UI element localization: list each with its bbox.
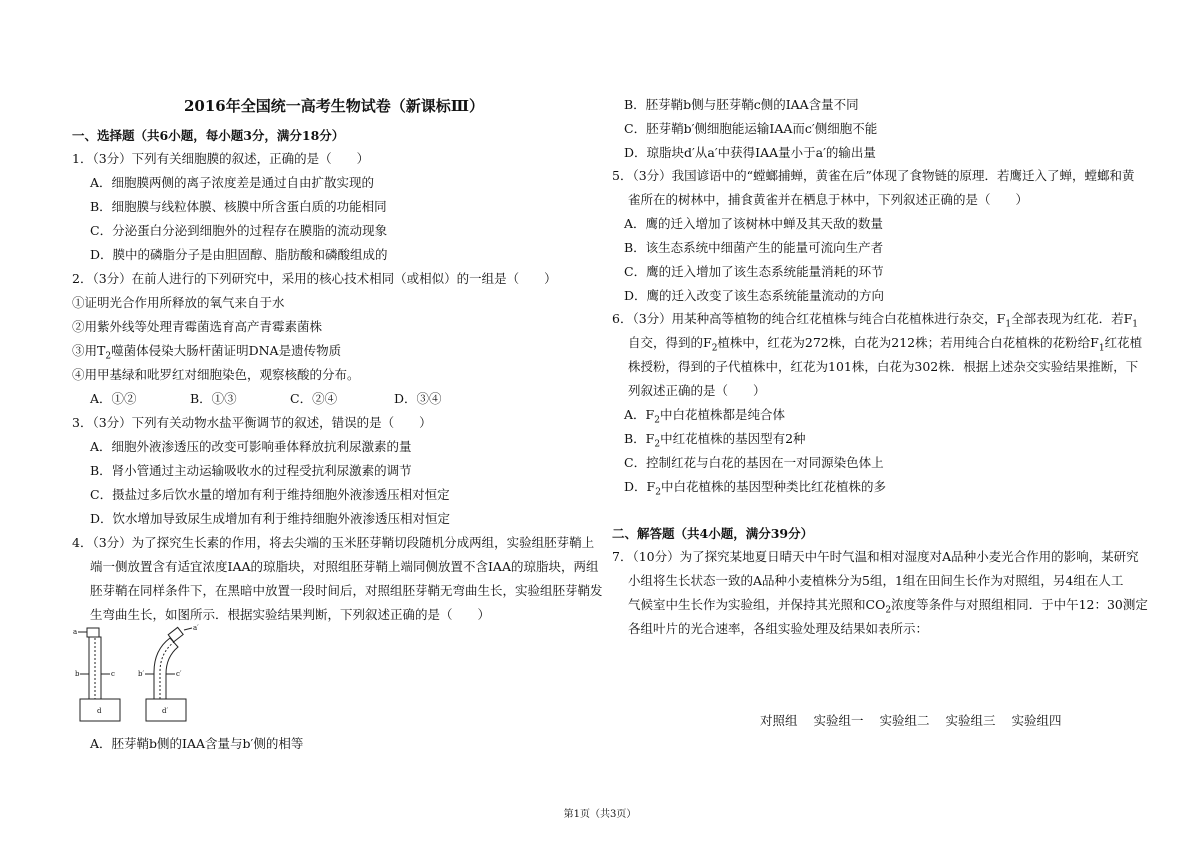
q2-stem: 2．（3分）在前人进行的下列研究中，采用的核心技术相同（或相似）的一组是（ ） [72,271,557,286]
q4-stem-line-1: 4．（3分）为了探究生长素的作用，将去尖端的玉米胚芽鞘切段随机分成两组，实验组胚芽鞘上 [72,535,595,550]
q2-item-1: ①证明光合作用所释放的氧气来自于水 [72,295,285,310]
q2-option-a: A．①② [90,391,137,406]
q6-option-d: D．$F_2$中白花植株的基因型种类比红花植株的多 [624,479,886,498]
q1-stem: 1．（3分）下列有关细胞膜的叙述，正确的是（ ） [72,151,370,166]
q4-stem-line-3: 胚芽鞘在同样条件下，在黑暗中放置一段时间后，对照组胚芽鞘无弯曲生长，实验组胚芽鞘发 [90,583,603,598]
q5-stem-line-1: 5．（3分）我国谚语中的“螳螂捕蝉，黄雀在后”体现了食物链的原理．若鹰迁入了蝉，螳螂和黄 [612,168,1135,183]
section-choice-heading: 一、选择题（共6小题，每小题3分，满分18分） [72,128,345,143]
q1-option-d: D．膜中的磷脂分子是由胆固醇、脂肪酸和磷酸组成的 [90,247,388,262]
q7-stem-line-3: 气候室中生长作为实验组，并保持其光照和$CO_2$浓度等条件与对照组相同．于中午12：30测定 [628,597,1148,616]
q4-option-c: C．胚芽鞘b′侧细胞能运输IAA而c′侧细胞不能 [624,121,878,136]
q6-option-c: C．控制红花与白花的基因在一对同源染色体上 [624,455,884,470]
q1-option-b: B．细胞膜与线粒体膜、核膜中所含蛋白质的功能相同 [90,199,387,214]
label-b: b [75,670,80,678]
q6-option-a: A．$F_2$中白花植株都是纯合体 [624,407,785,426]
q4-option-a: A．胚芽鞘b侧的IAA含量与b′侧的相等 [90,736,304,751]
label-c: c [111,670,115,678]
q3-option-b: B．肾小管通过主动运输吸收水的过程受抗利尿激素的调节 [90,463,412,478]
page-footer: 第1页（共3页） [563,809,637,820]
table-header-group-1: 实验组一 [813,713,864,728]
q5-option-a: A．鹰的迁入增加了该树林中蝉及其天敌的数量 [624,216,884,231]
q5-option-c: C．鹰的迁入增加了该生态系统能量消耗的环节 [624,264,884,279]
table-header-control: 对照组 [760,713,798,728]
q3-option-d: D．饮水增加导致尿生成增加有利于维持细胞外液渗透压相对恒定 [90,511,451,526]
experiment-table-header [760,711,1074,729]
label-b-prime: b′ [138,670,145,678]
q3-option-a: A．细胞外液渗透压的改变可影响垂体释放抗利尿激素的量 [90,439,412,454]
q2-option-b: B．①③ [190,391,237,406]
q6-stem-line-2: 自交，得到的$F_2$植株中，红花为272株，白花为212株；若用纯合白花植株的花粉给$F_1$红花植 [628,335,1143,354]
label-d-prime: d′ [162,707,169,715]
q6-option-b: B．$F_2$中红花植株的基因型有2种 [624,431,806,450]
label-a-prime: a′ [193,624,199,632]
agar-block-a-prime [168,627,183,641]
coleoptile-figure [72,620,202,725]
q7-stem-line-2: 小组将生长状态一致的A品种小麦植株分为5组，1组在田间生长作为对照组，另4组在人工 [628,573,1124,588]
table-header-group-2: 实验组二 [879,713,930,728]
coleoptile-experimental [154,638,178,699]
q2-item-4: ④用甲基绿和吡罗红对细胞染色，观察核酸的分布。 [72,367,360,382]
q4-option-d: D．琼脂块d′从a′中获得IAA量小于a′的输出量 [624,145,876,160]
agar-block-a [87,628,99,637]
table-header-group-3: 实验组三 [945,713,996,728]
label-d: d [97,707,102,715]
q6-stem-line-3: 株授粉，得到的子代植株中，红花为101株，白花为302株．根据上述杂交实验结果推断，下 [628,359,1139,374]
page-title: 2016年全国统一高考生物试卷（新课标Ⅲ） [184,97,485,115]
section-answer-heading: 二、解答题（共4小题，满分39分） [612,526,814,541]
q1-option-a: A．细胞膜两侧的离子浓度差是通过自由扩散实现的 [90,175,375,190]
q5-stem-line-2: 雀所在的树林中，捕食黄雀并在栖息于林中，下列叙述正确的是（ ） [628,192,1029,207]
q6-stem-line-4: 列叙述正确的是（ ） [628,383,766,398]
table-header-group-4: 实验组四 [1011,713,1062,728]
q4-option-b: B．胚芽鞘b侧与胚芽鞘c侧的IAA含量不同 [624,97,859,112]
q2-item-3: ③用$T_2$噬菌体侵染大肠杆菌证明DNA是遗传物质 [72,343,342,362]
label-c-prime: c′ [176,670,182,678]
q7-stem-line-4: 各组叶片的光合速率，各组实验处理及结果如表所示： [628,621,929,636]
q2-option-d: D．③④ [394,391,442,406]
q6-stem-line-1: 6．（3分）用某种高等植物的纯合红花植株与纯合白花植株进行杂交，$F_1$全部表现为红花．若$F_1$ [612,311,1138,330]
q5-option-b: B．该生态系统中细菌产生的能量可流向生产者 [624,240,884,255]
q5-option-d: D．鹰的迁入改变了该生态系统能量流动的方向 [624,288,885,303]
q4-stem-line-2: 端一侧放置含有适宜浓度IAA的琼脂块，对照组胚芽鞘上端同侧放置不含IAA的琼脂块，两组 [90,559,599,574]
q7-stem-line-1: 7．（10分）为了探究某地夏日晴天中午时气温和相对湿度对A品种小麦光合作用的影响，某研究 [612,549,1139,564]
q3-stem: 3．（3分）下列有关动物水盐平衡调节的叙述，错误的是（ ） [72,415,432,430]
q4-stem-line-4: 生弯曲生长，如图所示．根据实验结果判断，下列叙述正确的是（ ） [90,607,491,622]
label-a: a [73,628,78,636]
q1-option-c: C．分泌蛋白分泌到细胞外的过程存在膜脂的流动现象 [90,223,388,238]
q2-item-2: ②用紫外线等处理青霉菌选育高产青霉素菌株 [72,319,323,334]
q2-option-c: C．②④ [290,391,338,406]
q3-option-c: C．摄盐过多后饮水量的增加有利于维持细胞外液渗透压相对恒定 [90,487,450,502]
